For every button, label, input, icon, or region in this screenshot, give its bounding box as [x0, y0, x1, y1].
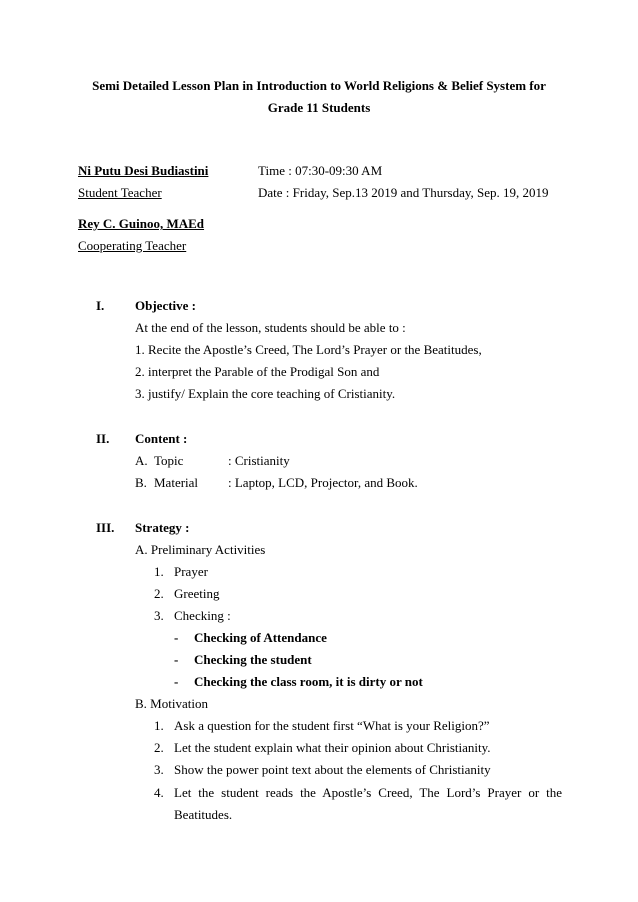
checking-item: Checking of Attendance: [194, 630, 327, 645]
content-item-value: : Cristianity: [228, 453, 290, 468]
content-item-letter: A.: [135, 453, 148, 468]
lesson-plan-title-line-2: Grade 11 Students: [267, 100, 371, 115]
motivation-item-number: 4.: [154, 785, 164, 800]
objective-item: 3. justify/ Explain the core teaching of Cristianity.: [135, 386, 396, 401]
checking-bullet: - Checking the class room, it is dirty or not: [174, 674, 423, 689]
lesson-plan-title-line-1: Semi Detailed Lesson Plan in Introduction to World Religions & Belief System for: [92, 78, 546, 93]
motivation-label: B. Motivation: [135, 696, 208, 711]
preliminary-item-number: 3.: [154, 608, 164, 623]
section-heading-content: Content :: [135, 431, 188, 446]
motivation-item-continuation: Beatitudes.: [174, 807, 233, 822]
section-heading-strategy: Strategy :: [135, 520, 190, 535]
motivation-item-number: 1.: [154, 718, 164, 733]
student-teacher-role: Student Teacher: [78, 185, 162, 200]
content-item-label: Topic: [154, 453, 184, 468]
motivation-item-text: Show the power point text about the elements of Christianity: [174, 762, 491, 777]
checking-bullet: - Checking of Attendance: [174, 630, 327, 645]
preliminary-item-number: 1.: [154, 564, 164, 579]
checking-bullet: - Checking the student: [174, 652, 312, 667]
cooperating-teacher-role: Cooperating Teacher: [78, 238, 187, 253]
motivation-item-text: Ask a question for the student first “What is your Religion?”: [174, 718, 490, 733]
objective-intro: At the end of the lesson, students should be able to :: [135, 320, 406, 335]
motivation-item-number: 3.: [154, 762, 164, 777]
preliminary-item-text: Prayer: [174, 564, 208, 579]
lesson-time: Time : 07:30-09:30 AM: [258, 163, 383, 178]
content-item-label: Material: [154, 475, 199, 490]
motivation-item-number: 2.: [154, 740, 164, 755]
checking-item: Checking the student: [194, 652, 312, 667]
motivation-item-text: Let the student explain what their opinion about Christianity.: [174, 740, 491, 755]
preliminary-item-text: Checking :: [174, 608, 231, 623]
objective-item: 2. interpret the Parable of the Prodigal Son and: [135, 364, 380, 379]
preliminary-item-text: Greeting: [174, 586, 220, 601]
motivation-item-text: Let the student reads the Apostle’s Creed, The Lord’s Prayer or the: [174, 785, 562, 800]
content-item-value: : Laptop, LCD, Projector, and Book.: [228, 475, 418, 490]
lesson-date: Date : Friday, Sep.13 2019 and Thursday, Sep. 19, 2019: [258, 185, 549, 200]
content-item-letter: B.: [135, 475, 147, 490]
preliminary-activities-label: A. Preliminary Activities: [135, 542, 266, 557]
section-heading-objective: Objective :: [135, 298, 197, 313]
preliminary-item-number: 2.: [154, 586, 164, 601]
objective-item: 1. Recite the Apostle’s Creed, The Lord’s Prayer or the Beatitudes,: [135, 342, 482, 357]
student-teacher-name: Ni Putu Desi Budiastini: [78, 163, 209, 178]
section-numeral-strategy: III.: [96, 520, 115, 535]
checking-item: Checking the class room, it is dirty or not: [194, 674, 423, 689]
section-numeral-objective: I.: [96, 298, 105, 313]
cooperating-teacher-name: Rey C. Guinoo, MAEd: [78, 216, 205, 231]
section-numeral-content: II.: [96, 431, 110, 446]
